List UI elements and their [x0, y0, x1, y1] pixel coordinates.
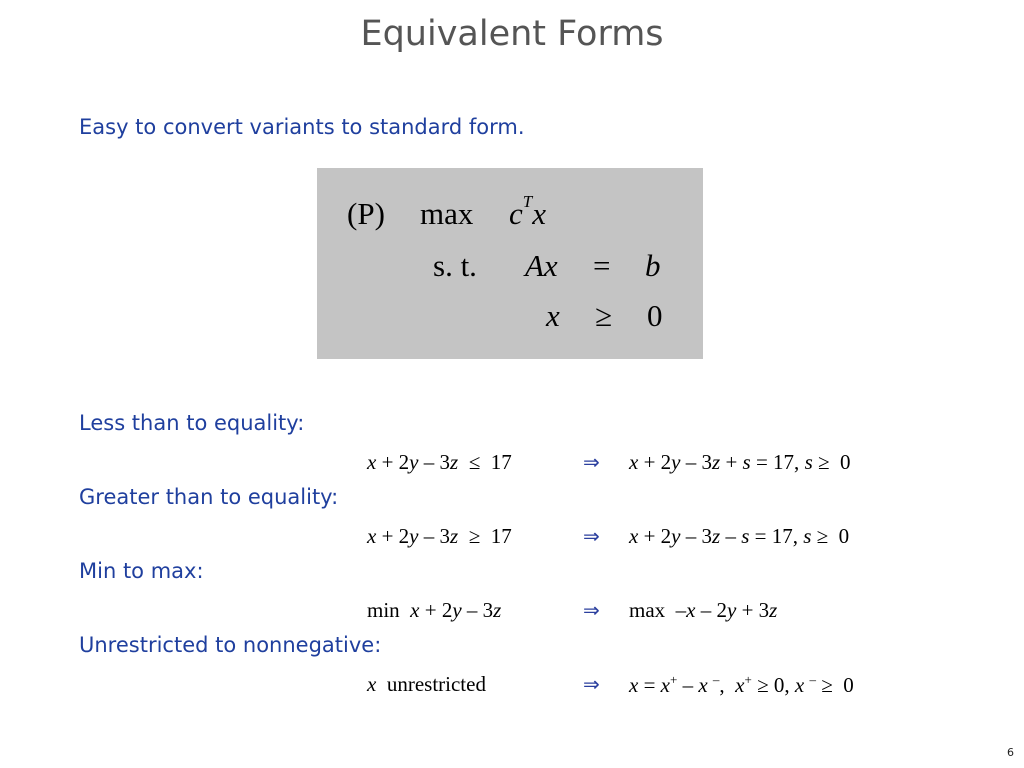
unrestricted-original: x unrestricted — [367, 672, 486, 696]
objective-operator: max — [420, 196, 474, 231]
section-heading-min-to-max: Min to max: — [79, 559, 204, 583]
transpose-T: T — [522, 191, 533, 211]
objective-x: x — [532, 196, 546, 231]
implies-arrow: ⇒ — [583, 598, 600, 622]
implies-arrow: ⇒ — [583, 524, 600, 548]
subject-to-label: s. t. — [433, 248, 477, 283]
constraint1-rel: = — [593, 248, 611, 283]
unrestricted-converted: x = x+ – x –, x+ ≥ 0, x – ≥ 0 — [629, 672, 854, 697]
max-converted: max –x – 2y + 3z — [629, 598, 778, 622]
constraint1-rhs-text: b — [645, 248, 661, 283]
standard-form-box — [317, 168, 703, 359]
slide-title: Equivalent Forms — [360, 14, 664, 54]
constraint2-rhs: 0 — [647, 298, 663, 333]
constraint1-rhs — [645, 248, 661, 284]
min-original: min x + 2y – 3z — [367, 598, 502, 622]
objective-expression — [509, 191, 546, 232]
less-than-converted: x + 2y – 3z + s = 17, s ≥ 0 — [629, 450, 851, 474]
constraint2-lhs — [546, 298, 560, 334]
objective-c: c — [509, 196, 523, 231]
constraint1-lhs — [525, 248, 558, 284]
greater-than-original: x + 2y – 3z ≥ 17 — [367, 524, 512, 548]
implies-arrow: ⇒ — [583, 672, 600, 696]
constraint2-rel: ≥ — [595, 298, 613, 333]
intro-text: Easy to convert variants to standard form. — [79, 115, 525, 139]
page-number: 6 — [1007, 746, 1014, 759]
section-heading-less-than: Less than to equality: — [79, 411, 305, 435]
less-than-original: x + 2y – 3z ≤ 17 — [367, 450, 512, 474]
constraint2-lhs-text: x — [546, 298, 560, 333]
greater-than-converted: x + 2y – 3z – s = 17, s ≥ 0 — [629, 524, 850, 548]
implies-arrow: ⇒ — [583, 450, 600, 474]
constraint1-lhs-text: Ax — [525, 248, 558, 283]
section-heading-unrestricted: Unrestricted to nonnegative: — [79, 633, 382, 657]
section-heading-greater-than: Greater than to equality: — [79, 485, 339, 509]
program-label: (P) — [347, 196, 385, 231]
